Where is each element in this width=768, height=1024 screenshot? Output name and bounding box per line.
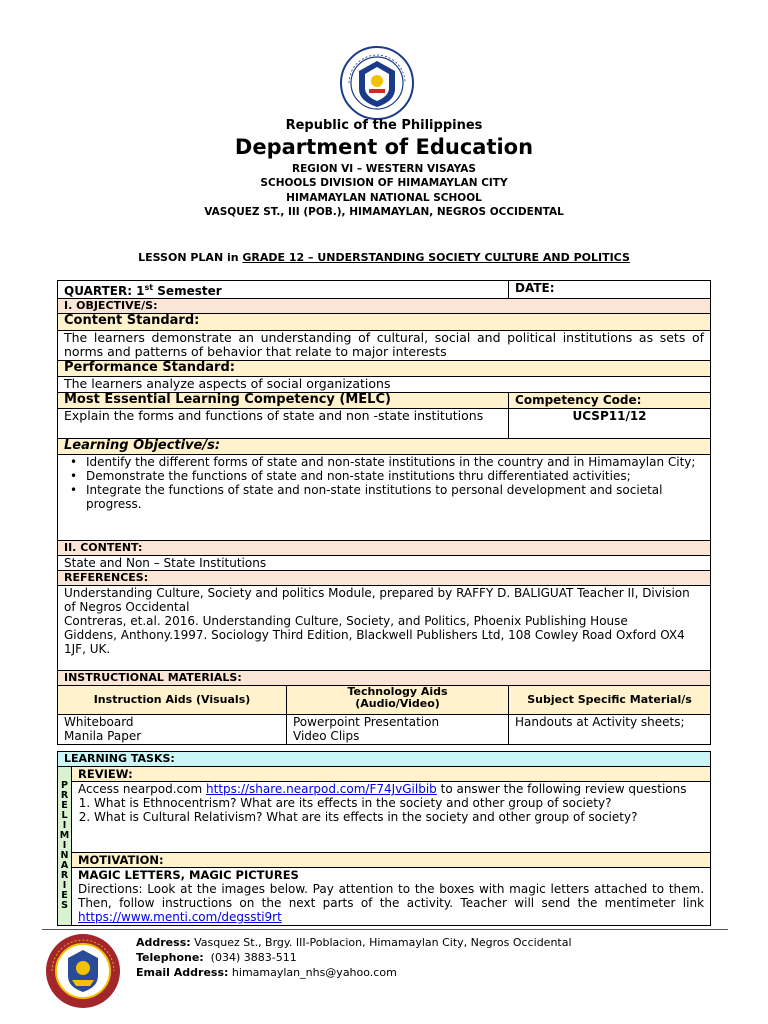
division-heading: SCHOOLS DIVISION OF HIMAMAYLAN CITY — [260, 177, 508, 189]
list-item: • Integrate the functions of state and non-state institutions to personal development and societal progress. — [86, 483, 704, 511]
reference-item: Understanding Culture, Society and politics Module, prepared by RAFFY D. BALIGUAT Teacher II, Division of Negros Occidental — [64, 586, 690, 614]
review-content: Access nearpod.com https://share.nearpod.com/F74JvGilbib to answer the following review questions 1. What is Ethnocentrism? What are its effects in the society and other group of society? 2. What is Cultural Relativism? What are its effects in the society and other group of society? — [72, 782, 711, 853]
visual-aids-cell: Whiteboard Manila Paper — [58, 715, 287, 745]
motivation-title: MAGIC LETTERS, MAGIC PICTURES — [78, 868, 299, 882]
technology-aids-header: Technology Aids (Audio/Video) — [287, 686, 509, 715]
preliminaries-side-label: P R E L I M I N A R I E S — [58, 767, 72, 926]
references-heading: REFERENCES: — [58, 571, 711, 586]
motivation-label: MOTIVATION: — [72, 853, 711, 868]
content-text: State and Non – State Institutions — [58, 556, 711, 571]
melc-text: Explain the forms and functions of state and non -state institutions — [58, 409, 509, 439]
performance-standard-label: Performance Standard: — [58, 361, 711, 377]
subject-materials-cell: Handouts at Activity sheets; — [509, 715, 711, 745]
reference-item: Giddens, Anthony.1997. Sociology Third Edition, Blackwell Publishers Ltd, 108 Cowley Road Oxford OX4 1JF, UK. — [64, 628, 685, 656]
deped-seal-logo — [339, 45, 415, 121]
school-seal-logo — [44, 932, 122, 1010]
lesson-plan-table — [57, 280, 711, 926]
reference-item: Contreras, et.al. 2016. Understanding Culture, Society, and Politics, Phoenix Publishing House — [64, 614, 628, 628]
subject-materials-header: Subject Specific Material/s — [509, 686, 711, 715]
date-cell: DATE: — [509, 281, 711, 299]
quarter-cell: QUARTER: 1st Semester — [58, 281, 509, 299]
materials-heading: INSTRUCTIONAL MATERIALS: — [58, 671, 711, 686]
learning-objectives-list — [58, 455, 711, 541]
objectives-heading: I. OBJECTIVE/S: — [58, 299, 711, 314]
review-question: 1. What is Ethnocentrism? What are its effects in the society and other group of society? — [94, 796, 704, 810]
review-question: 2. What is Cultural Relativism? What are its effects in the society and other group of society? — [94, 810, 704, 824]
republic-heading: Republic of the Philippines — [285, 118, 483, 133]
references-list — [58, 586, 711, 671]
competency-code: UCSP11/12 — [509, 409, 711, 439]
content-standard-text: The learners demonstrate an understanding of cultural, social and political institutions as sets of norms and patterns of behavior that relate to major interests — [58, 331, 711, 361]
lesson-subject: GRADE 12 – UNDERSTANDING SOCIETY CULTURE AND POLITICS — [242, 251, 630, 264]
mentimeter-link[interactable]: https://www.menti.com/degssti9rt — [78, 910, 282, 924]
competency-code-label: Competency Code: — [509, 393, 711, 409]
performance-standard-text: The learners analyze aspects of social organizations — [58, 377, 711, 393]
school-heading: HIMAMAYLAN NATIONAL SCHOOL — [286, 192, 482, 204]
technology-aids-cell: Powerpoint Presentation Video Clips — [287, 715, 509, 745]
learning-objectives-label: Learning Objective/s: — [58, 439, 711, 455]
department-heading: Department of Education — [234, 135, 534, 159]
melc-label: Most Essential Learning Competency (MELC) — [58, 393, 509, 409]
content-heading: II. CONTENT: — [58, 541, 711, 556]
review-label: REVIEW: — [72, 767, 711, 782]
footer-address: Address: Vasquez St., Brgy. III-Poblacion, Himamaylan City, Negros Occidental — [136, 936, 572, 949]
school-address-heading: VASQUEZ ST., III (POB.), HIMAMAYLAN, NEGROS OCCIDENTAL — [204, 206, 564, 218]
footer-divider — [42, 929, 728, 930]
content-standard-label: Content Standard: — [58, 314, 711, 331]
list-item: • Identify the different forms of state and non-state institutions in the country and in Himamaylan City; — [86, 455, 704, 469]
motivation-content: MAGIC LETTERS, MAGIC PICTURES Directions: Look at the images below. Pay attention to the boxes with magic letters attached to them. Then, follow instructions on the next parts of the activity. Teacher will send the mentimeter link https://www.menti.com/degssti9rt — [72, 868, 711, 926]
lesson-plan-title: LESSON PLAN in GRADE 12 – UNDERSTANDING SOCIETY CULTURE AND POLITICS — [138, 251, 630, 264]
nearpod-link[interactable]: https://share.nearpod.com/F74JvGilbib — [206, 782, 437, 796]
visual-aids-header: Instruction Aids (Visuals) — [58, 686, 287, 715]
footer-telephone: Telephone: (034) 3883-511 — [136, 951, 297, 964]
list-item: • Demonstrate the functions of state and non-state institutions thru differentiated activities; — [86, 469, 704, 483]
learning-tasks-heading: LEARNING TASKS: — [58, 752, 711, 767]
footer-email: Email Address: himamaylan_nhs@yahoo.com — [136, 966, 397, 979]
region-heading: REGION VI – WESTERN VISAYAS — [292, 163, 476, 175]
